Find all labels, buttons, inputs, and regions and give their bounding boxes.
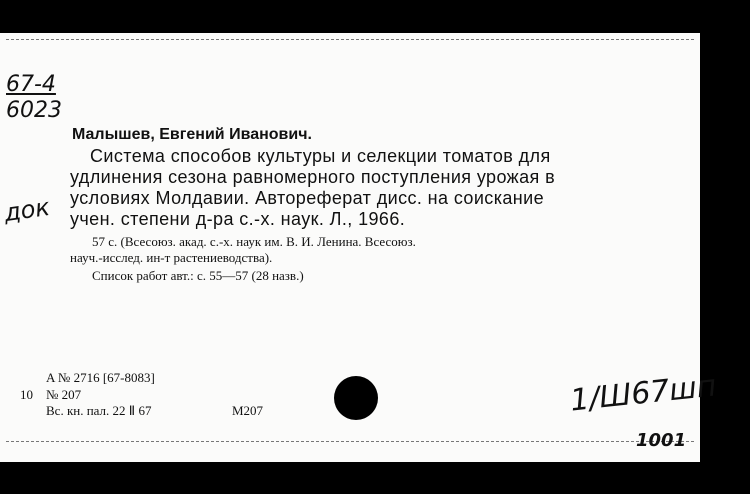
- bottom-dashed-border: [6, 441, 694, 442]
- call-number-bottom: 6023: [6, 98, 62, 123]
- punch-hole: [334, 376, 378, 420]
- registration-code: M207: [232, 403, 264, 418]
- title-line-1: Система способов культуры и селекции томатов для: [90, 146, 551, 166]
- registration-date: Вс. кн. пал. 22 Ⅱ 67: [46, 403, 152, 418]
- call-number-top: 67-4: [6, 72, 56, 97]
- bottom-stamp: 1001: [636, 430, 687, 451]
- footer-prefix: 10: [20, 387, 33, 402]
- title-line-2: удлинения сезона равномерного поступления урожая в: [70, 167, 556, 187]
- accession-number: A № 2716 [67-8083]: [46, 370, 155, 385]
- top-dashed-border: [6, 39, 694, 40]
- collation-line-2: науч.-исслед. ин-т растениеводства).: [70, 250, 273, 265]
- margin-note: док: [2, 192, 52, 228]
- collation-line-1: 57 с. (Всесоюз. акад. с.-х. наук им. В. И. Ленина. Всесоюз.: [92, 234, 416, 249]
- author-heading: Малышев, Евгений Иванович.: [72, 126, 312, 143]
- title-line-4: учен. степени д-ра с.-х. наук. Л., 1966.: [70, 209, 406, 229]
- handwritten-signature: 1/Ш67шп: [568, 368, 718, 419]
- bibliography-note: Список работ авт.: с. 55—57 (28 назв.): [92, 268, 304, 283]
- item-number: № 207: [46, 387, 82, 402]
- title-line-3: условиях Молдавии. Автореферат дисс. на соискание: [70, 188, 544, 208]
